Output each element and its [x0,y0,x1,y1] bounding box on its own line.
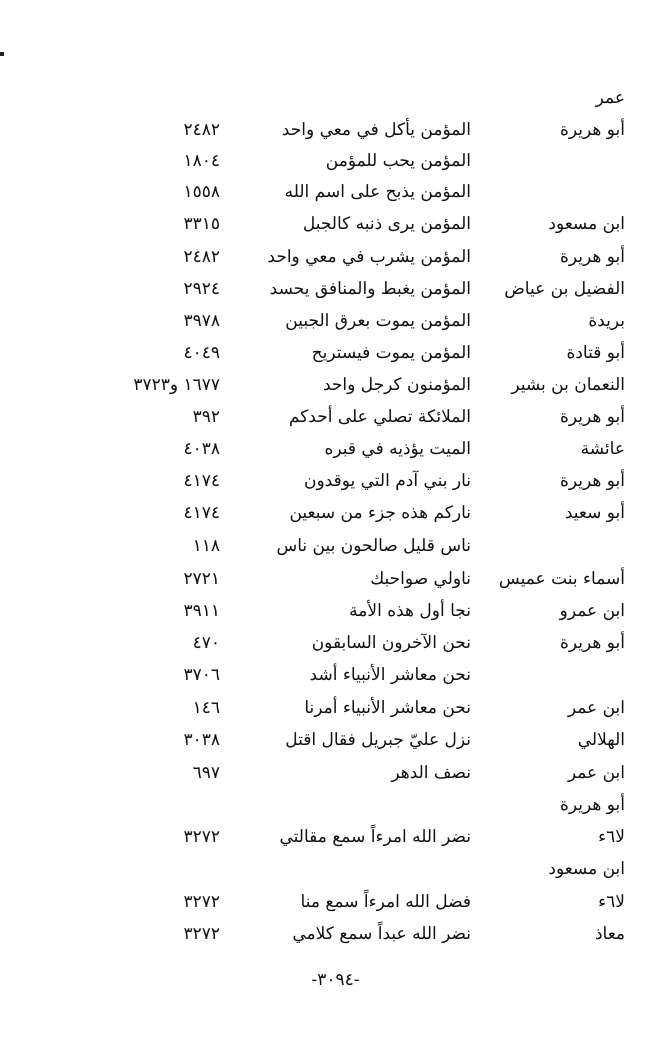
header-narrator: عمر [595,88,625,108]
hadith-number: ٤١٧٤ [183,503,220,523]
index-row [0,145,671,177]
hadith-text: المؤمن يرى ذنبه كالجبل [302,214,471,234]
hadith-text: المؤمن يموت فيستريح [311,343,471,363]
narrator-name: ابن عمر [567,763,625,783]
hadith-number: ٣٩١١ [183,601,220,621]
index-row [0,918,671,950]
hadith-text: الملائكة تصلي على أحدكم [288,407,471,427]
narrator-name: أسماء بنت عميس [498,569,625,589]
narrator-name: أبو هريرة [559,633,625,653]
narrator-name: ابن عمرو [559,601,625,621]
hadith-number: ٣٢٧٢ [183,827,220,847]
index-row [0,369,671,401]
index-row [0,853,671,885]
narrator-name: أبو هريرة [559,247,625,267]
hadith-number: ٦٩٧ [192,763,220,783]
index-row [0,789,671,821]
hadith-number: ٢٧٢١ [183,569,220,589]
index-row [0,724,671,756]
hadith-number: ٣٢٧٢ [183,892,220,912]
narrator-name: عائشة [580,439,625,459]
hadith-number: ١٥٥٨ [183,182,220,202]
index-row [0,692,671,724]
hadith-number: ٤١٧٤ [183,471,220,491]
hadith-number: ٣٩٢ [192,407,220,427]
index-row [0,401,671,433]
narrator-name: أبو هريرة [559,795,625,815]
narrator-name: أبو هريرة [559,471,625,491]
hadith-text: المؤمن يشرب في معي واحد [267,247,471,267]
hadith-text: نجا أول هذه الأمة [349,601,471,621]
hadith-text: فضل الله امرءاً سمع منا [300,892,471,912]
hadith-number: ٣٩٧٨ [183,311,220,331]
narrator-name: النعمان بن بشير [511,375,625,395]
hadith-text: نضر الله عبداً سمع كلامي [292,924,471,944]
hadith-number: ٢٤٨٢ [183,247,220,267]
narrator-name: ابن عمر [567,698,625,718]
hadith-number: ١٦٧٧ و٣٧٢٣ [133,375,220,395]
index-row [0,305,671,337]
hadith-text: نحن الآخرون السابقون [311,633,471,653]
narrator-name: أبو سعيد [564,503,625,523]
index-row [0,497,671,529]
index-row [0,176,671,208]
narrator-name: بريدة [588,311,625,331]
hadith-number: ٣٧٠٦ [183,665,220,685]
hadith-text: نصف الدهر [391,763,471,783]
index-row [0,114,671,146]
hadith-number: ١٨٠٤ [183,151,220,171]
hadith-text: المؤمن يموت بعرق الجبين [285,311,471,331]
hadith-number: ٣٢٧٢ [183,924,220,944]
hadith-text: المؤمن يحب للمؤمن [325,151,471,171]
index-row [0,273,671,305]
narrator-name: الهلالي [577,730,625,750]
hadith-number: ٤٠٤٩ [183,343,220,363]
hadith-text: نار بني آدم التي يوقدون [303,471,471,491]
narrator-name: ابن مسعود [548,214,625,234]
narrator-name: ابن مسعود [548,859,625,879]
hadith-number: ١٤٦ [192,698,220,718]
hadith-number: ٣٠٣٨ [183,730,220,750]
index-row [0,208,671,240]
hadith-number: ٢٩٢٤ [183,279,220,299]
narrator-name: أبو هريرة [559,120,625,140]
index-row [0,433,671,465]
hadith-number: ١١٨ [192,536,220,556]
index-row [0,465,671,497]
hadith-text: ناركم هذه جزء من سبعين [289,503,471,523]
narrator-name: لا٦ء [598,892,625,912]
index-row [0,821,671,853]
narrator-name: الفضيل بن عياض [504,279,625,299]
index-row [0,757,671,789]
narrator-name: أبو هريرة [559,407,625,427]
index-row [0,563,671,595]
hadith-text: المؤمنون كرجل واحد [322,375,471,395]
hadith-text: نزل عليّ جبريل فقال اقتل [285,730,471,750]
index-row [0,627,671,659]
hadith-text: نضر الله امرءاً سمع مقالتي [279,827,471,847]
hadith-text: نحن معاشر الأنبياء أشد [309,665,471,685]
hadith-number: ٢٤٨٢ [183,120,220,140]
index-row [0,886,671,918]
hadith-number: ٤٠٣٨ [183,439,220,459]
hadith-number: ٤٧٠ [192,633,220,653]
hadith-text: الميت يؤذيه في قبره [324,439,471,459]
hadith-text: ناولي صواحبك [370,569,471,589]
hadith-text: المؤمن يغبط والمنافق يحسد [269,279,471,299]
narrator-name: أبو قتادة [566,343,625,363]
hadith-number: ٣٣١٥ [183,214,220,234]
narrator-name: معاذ [594,924,625,944]
index-row [0,595,671,627]
narrator-name: لا٦ء [598,827,625,847]
hadith-text: المؤمن يأكل في معي واحد [281,120,471,140]
hadith-text: نحن معاشر الأنبياء أمرنا [304,698,471,718]
hadith-text: المؤمن يذبح على اسم الله [284,182,471,202]
index-row [0,337,671,369]
index-row [0,659,671,691]
hadith-text: ناس قليل صالحون بين ناس [276,536,471,556]
index-row [0,530,671,562]
page-number: -٣٠٩٤- [311,970,360,990]
index-row [0,241,671,273]
